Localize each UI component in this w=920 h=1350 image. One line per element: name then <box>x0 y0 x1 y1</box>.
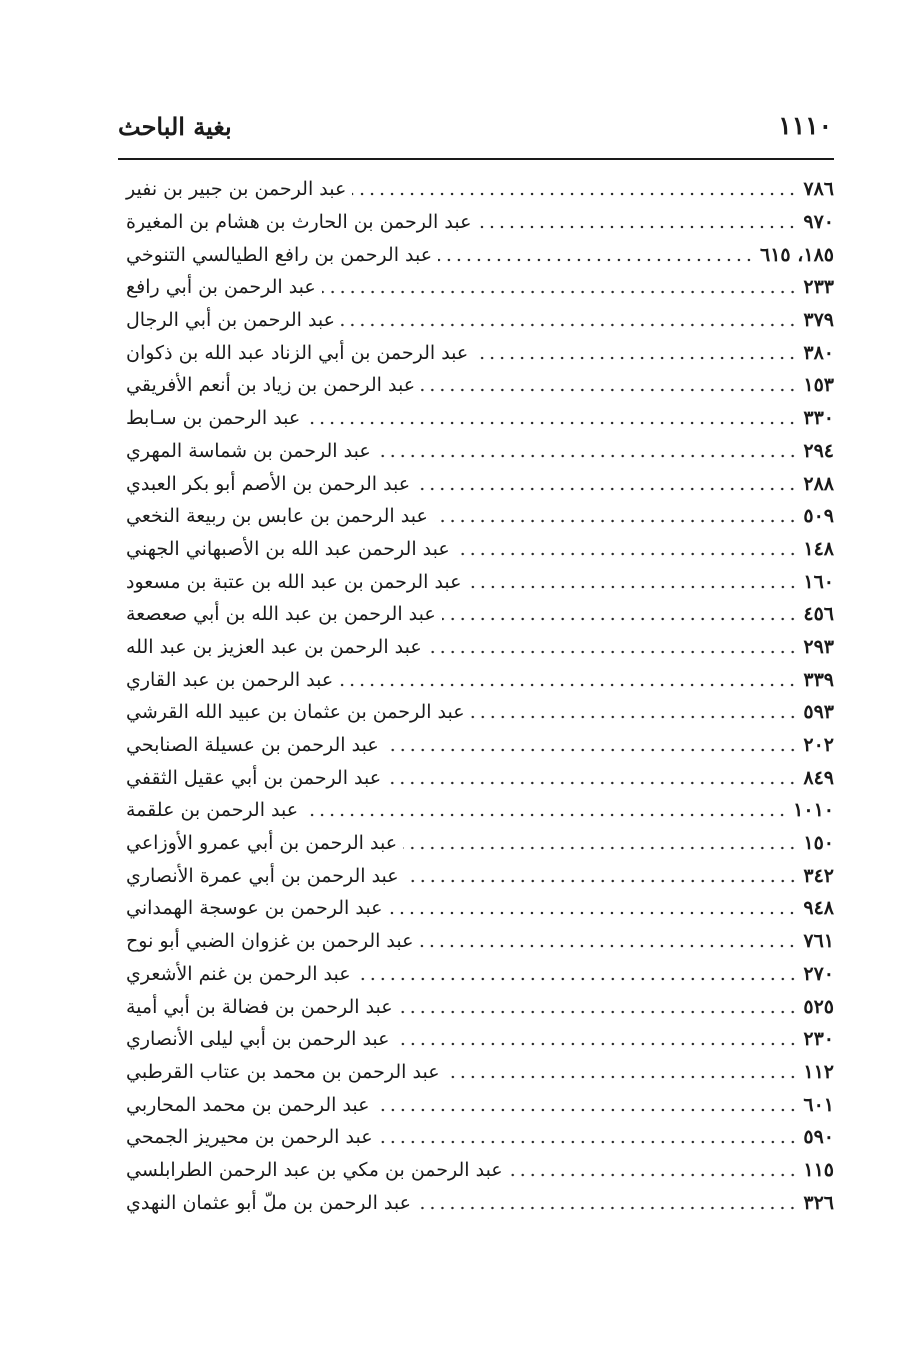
entry-page: ٩٤٨ <box>803 897 834 920</box>
entry-page: ١١٢ <box>803 1060 834 1083</box>
index-entry <box>118 859 834 892</box>
index-entry <box>118 598 834 631</box>
index-entry <box>118 533 834 566</box>
entry-name: عبد الرحمن بن أبي الرجال <box>126 309 335 332</box>
dot-leader <box>388 898 797 918</box>
index-entry <box>118 1088 834 1121</box>
dot-leader <box>341 310 797 330</box>
entry-name: عبد الرحمن بن الحارث بن هشام بن المغيرة <box>126 211 472 234</box>
entry-page: ٦٠١ <box>803 1093 834 1116</box>
dot-leader <box>419 931 797 951</box>
dot-leader <box>416 474 797 494</box>
dot-leader <box>387 768 797 788</box>
index-entry <box>118 761 834 794</box>
dot-leader <box>471 702 798 722</box>
dot-leader <box>477 212 797 232</box>
entry-page: ١١٥ <box>803 1158 834 1181</box>
entry-name: عبد الرحمن بن عبد الله بن عتبة بن مسعود <box>126 570 462 593</box>
index-entry <box>118 990 834 1023</box>
entry-page: ٣٧٩ <box>803 309 834 332</box>
dot-leader <box>438 245 754 265</box>
entry-name: عبد الرحمن بن محيريز الجمحي <box>126 1126 373 1149</box>
entry-name: عبد الرحمن بن سـابط <box>126 407 301 430</box>
entry-name: عبد الرحمن بن زياد بن أنعم الأفريقي <box>126 374 416 397</box>
page-number: ١١١٠ <box>778 111 832 140</box>
index-entry <box>118 369 834 402</box>
dot-leader <box>306 408 797 428</box>
entry-name: عبد الرحمن بن أبي الزناد عبد الله بن ذكوان <box>126 341 469 364</box>
entry-page: ١٤٨ <box>803 537 834 560</box>
index-entry <box>118 827 834 860</box>
entry-name: عبد الرحمن بن مكي بن عبد الرحمن الطرابلسي <box>126 1158 503 1181</box>
entry-page: ٥٠٩ <box>803 505 834 528</box>
index-entry <box>118 206 834 239</box>
dot-leader <box>352 179 797 199</box>
dot-leader <box>428 637 798 657</box>
index-entry <box>118 500 834 533</box>
index-entry <box>118 565 834 598</box>
dot-leader <box>385 735 798 755</box>
entry-name: عبد الرحمن بن فضالة بن أبي أمية <box>126 995 393 1018</box>
entry-page: ٨٤٩ <box>803 766 834 789</box>
index-entry <box>118 1023 834 1056</box>
entry-page: ١٥٠ <box>803 832 834 855</box>
entry-page: ٢٣٠ <box>803 1028 834 1051</box>
entry-page: ٣٤٢ <box>803 864 834 887</box>
dot-leader <box>377 441 798 461</box>
entry-page: ٢٩٤ <box>803 439 834 462</box>
index-entry <box>118 467 834 500</box>
index-entry <box>118 958 834 991</box>
dot-leader <box>442 604 798 624</box>
entry-name: عبد الرحمن بن شماسة المهري <box>126 439 371 462</box>
entry-page: ٥٢٥ <box>803 995 834 1018</box>
index-entry <box>118 336 834 369</box>
entry-name: عبد الرحمن بن عسيلة الصنابحي <box>126 734 379 757</box>
entry-page: ٥٩٠ <box>803 1126 834 1149</box>
entry-name: عبد الرحمن بن ملّ أبو عثمان النهدي <box>126 1191 411 1214</box>
entry-name: عبد الرحمن بن غنم الأشعري <box>126 962 351 985</box>
index-entry <box>118 794 834 827</box>
index-entry <box>118 631 834 664</box>
entry-page: ٣٣٩ <box>803 668 834 691</box>
dot-leader <box>379 1127 798 1147</box>
entry-name: عبد الرحمن بن غزوان الضبي أبو نوح <box>126 930 414 953</box>
entry-name: عبد الرحمن بن أبي عمرة الأنصاري <box>126 864 399 887</box>
dot-leader <box>357 964 798 984</box>
dot-leader <box>417 1193 797 1213</box>
entry-page: ٢٣٣ <box>803 276 834 299</box>
dot-leader <box>403 833 797 853</box>
dot-leader <box>446 1062 798 1082</box>
entry-name: عبد الرحمن بن أبي رافع <box>126 276 316 299</box>
entry-name: عبد الرحمن بن عبد القاري <box>126 668 334 691</box>
index-list <box>118 173 834 1219</box>
entry-name: عبد الرحمن بن عبد العزيز بن عبد الله <box>126 635 422 658</box>
entry-page: ٣٨٠ <box>803 341 834 364</box>
entry-name: عبد الرحمن بن محمد بن عتاب القرطبي <box>126 1060 440 1083</box>
entry-name: عبد الرحمن بن عابس بن ربيعة النخعي <box>126 505 428 528</box>
entry-name: عبد الرحمن عبد الله بن الأصبهاني الجهني <box>126 537 450 560</box>
index-entry <box>118 696 834 729</box>
dot-leader <box>405 866 798 886</box>
index-entry <box>118 271 834 304</box>
dot-leader <box>468 572 798 592</box>
dot-leader <box>376 1095 798 1115</box>
book-title: بغية الباحث <box>118 112 232 141</box>
entry-page: ٧٦١ <box>803 930 834 953</box>
dot-leader <box>322 277 798 297</box>
index-entry <box>118 435 834 468</box>
entry-page: ١٦٠ <box>803 570 834 593</box>
dot-leader <box>421 375 797 395</box>
entry-page: ٢٧٠ <box>803 962 834 985</box>
dot-leader <box>304 800 787 820</box>
entry-page: ٣٢٦ <box>803 1191 834 1214</box>
dot-leader <box>339 670 797 690</box>
index-entry <box>118 1121 834 1154</box>
index-entry <box>118 1154 834 1187</box>
entry-page: ٩٧٠ <box>803 211 834 234</box>
entry-name: عبد الرحمن بن علقمة <box>126 799 299 822</box>
entry-name: عبد الرحمن بن أبي عمرو الأوزاعي <box>126 832 398 855</box>
index-entry <box>118 173 834 206</box>
index-entry <box>118 925 834 958</box>
entry-name: عبد الرحمن بن محمد المحاربي <box>126 1093 370 1116</box>
index-entry <box>118 402 834 435</box>
dot-leader <box>456 539 798 559</box>
dot-leader <box>399 997 798 1017</box>
entry-name: عبد الرحمن بن عبد الله بن أبي صعصعة <box>126 603 436 626</box>
index-entry <box>118 663 834 696</box>
index-entry <box>118 1056 834 1089</box>
entry-page: ٥٩٣ <box>803 701 834 724</box>
entry-name: عبد الرحمن بن رافع الطيالسي التنوخي <box>126 243 433 266</box>
entry-page: ٧٨٦ <box>803 178 834 201</box>
dot-leader <box>434 506 798 526</box>
entry-page: ١٨٥، ٦١٥ <box>760 243 834 266</box>
entry-page: ٢٨٨ <box>803 472 834 495</box>
entry-page: ١٥٣ <box>803 374 834 397</box>
header-rule <box>118 158 834 160</box>
entry-page: ٣٣٠ <box>803 407 834 430</box>
index-entry <box>118 238 834 271</box>
index-entry <box>118 1186 834 1219</box>
entry-name: عبد الرحمن بن أبي ليلى الأنصاري <box>126 1028 390 1051</box>
entry-name: عبد الرحمن بن جبير بن نفير <box>126 178 347 201</box>
entry-name: عبد الرحمن بن عثمان بن عبيد الله القرشي <box>126 701 465 724</box>
entry-name: عبد الرحمن بن عوسجة الهمداني <box>126 897 383 920</box>
dot-leader <box>474 343 797 363</box>
entry-page: ١٠١٠ <box>793 799 834 822</box>
entry-page: ٢٠٢ <box>803 734 834 757</box>
dot-leader <box>509 1160 798 1180</box>
index-entry <box>118 304 834 337</box>
dot-leader <box>396 1029 798 1049</box>
entry-page: ٢٩٣ <box>803 635 834 658</box>
entry-name: عبد الرحمن بن الأصم أبو بكر العبدي <box>126 472 411 495</box>
index-entry <box>118 729 834 762</box>
index-entry <box>118 892 834 925</box>
entry-name: عبد الرحمن بن أبي عقيل الثقفي <box>126 766 382 789</box>
entry-page: ٤٥٦ <box>803 603 834 626</box>
